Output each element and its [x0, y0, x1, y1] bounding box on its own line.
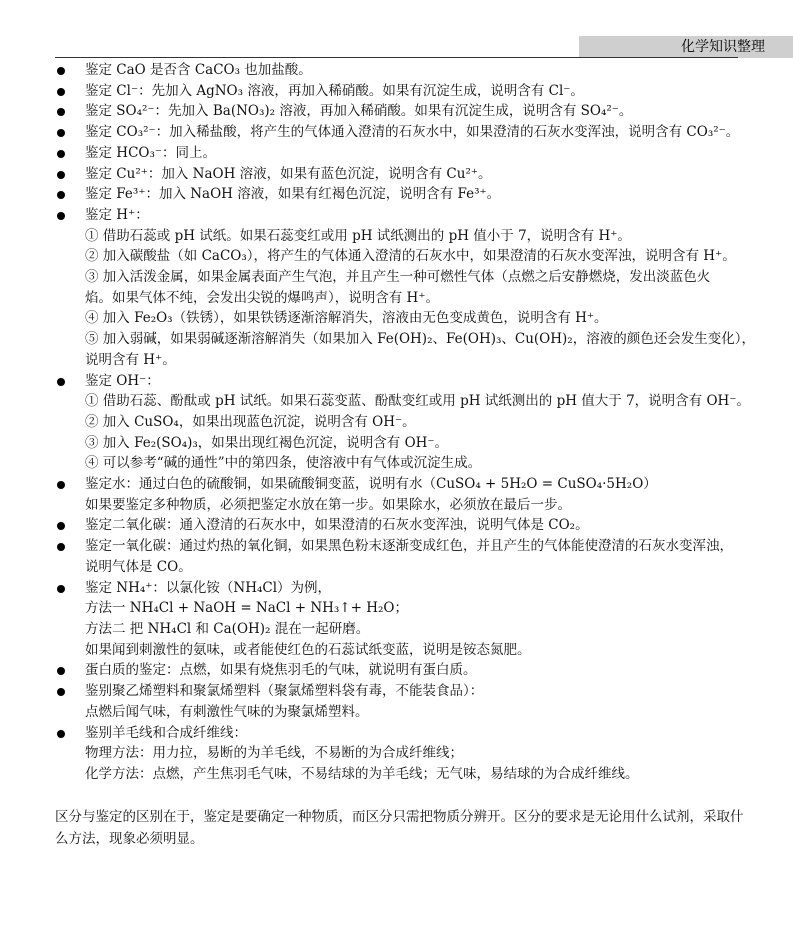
- bullet-dot-icon: [57, 150, 65, 158]
- bullet-dot-icon: [57, 212, 65, 220]
- header-title: 化学知识整理: [681, 39, 765, 55]
- continuation-line: [55, 308, 745, 329]
- continuation-line: [55, 557, 745, 578]
- line-text: 鉴定 NH₄⁺：以氯化铵（NH₄Cl）为例，: [85, 579, 332, 596]
- continuation-line: [55, 743, 745, 764]
- line-text: 如果闻到刺激性的氨味，或者能使红色的石蕊试纸变蓝，说明是铵态氮肥。: [85, 641, 531, 658]
- bullet-dot-icon: [57, 688, 65, 696]
- line-text: 鉴定 Cu²⁺：加入 NaOH 溶液，如果有蓝色沉淀，说明含有 Cu²⁺。: [85, 165, 492, 182]
- continuation-line: [55, 226, 745, 247]
- line-text: 蛋白质的鉴定：点燃，如果有烧焦羽毛的气味，就说明有蛋白质。: [85, 662, 477, 679]
- line-text: 鉴定 CaO 是否含 CaCO₃ 也加盐酸。: [85, 62, 312, 78]
- line-text: 方法二 把 NH₄Cl 和 Ca(OH)₂ 混在一起研磨。: [85, 620, 370, 637]
- line-text: 鉴别聚乙烯塑料和聚氯烯塑料（聚氯烯塑料袋有毒，不能装食品）：: [85, 683, 484, 700]
- header-tab: [579, 36, 793, 58]
- line-text: 点燃后闻气味，有刺激性气味的为聚氯烯塑料。: [85, 703, 369, 720]
- bullet-dot-icon: [57, 667, 65, 675]
- continuation-line: [55, 433, 745, 454]
- line-text: 方法一 NH₄Cl + NaOH = NaCl + NH₃↑+ H₂O；: [85, 600, 408, 617]
- line-text: 鉴定二氧化碳：通入澄清的石灰水中，如果澄清的石灰水变浑浊，说明气体是 CO₂。: [85, 517, 589, 534]
- continuation-line: [55, 619, 745, 640]
- line-text: 鉴定 Cl⁻：先加入 AgNO₃ 溶液，再加入稀硝酸。如果有沉淀生成，说明含有 Cl⁻。: [85, 82, 584, 99]
- bullet-dot-icon: [57, 67, 65, 75]
- bullet-item: [55, 60, 745, 81]
- continuation-line: [55, 267, 745, 288]
- continuation-line: [55, 640, 745, 661]
- bullet-item: [55, 101, 745, 122]
- bullet-dot-icon: [57, 191, 65, 199]
- line-text: 鉴定 HCO₃⁻：同上。: [85, 144, 216, 161]
- continuation-line: [55, 412, 745, 433]
- line-text: 鉴别羊毛线和合成纤维线：: [85, 724, 247, 741]
- bullet-item: [55, 681, 745, 702]
- continuation-line: [55, 329, 755, 350]
- line-text: 鉴定 CO₃²⁻：加入稀盐酸，将产生的气体通入澄清的石灰水中，如果澄清的石灰水变浑浊，说明含有 CO₃²⁻。: [85, 124, 740, 141]
- line-text: ③ 加入活泼金属，如果金属表面产生气泡，并且产生一种可燃性气体（点燃之后安静燃烧，发出淡蓝色火: [85, 269, 711, 286]
- line-text: ⑤ 加入弱碱，如果弱碱逐渐溶解消失（如果加入 Fe(OH)₂、Fe(OH)₃、Cu(OH)₂，溶液的颜色还会发生变化），: [85, 331, 755, 348]
- bullet-item: [55, 474, 745, 495]
- bullet-dot-icon: [57, 88, 65, 96]
- line-text: 鉴定 OH⁻：: [85, 372, 160, 389]
- line-text: ④ 可以参考“碱的通性”中的第四条，使溶液中有气体或沉淀生成。: [85, 455, 482, 472]
- line-text: 鉴定 Fe³⁺：加入 NaOH 溶液，如果有红褐色沉淀，说明含有 Fe³⁺。: [85, 186, 501, 203]
- bullet-dot-icon: [57, 730, 65, 738]
- bullet-item: [55, 143, 745, 164]
- line-text: ④ 加入 Fe₂O₃（铁锈），如果铁锈逐渐溶解消失，溶液由无色变成黄色，说明含有 H⁺。: [85, 310, 608, 327]
- line-text: 化学方法：点燃，产生焦羽毛气味，不易结球的为羊毛线；无气味，易结球的为合成纤维线。: [85, 765, 639, 782]
- line-text: ② 加入碳酸盐（如 CaCO₃），将产生的气体通入澄清的石灰水中，如果澄清的石灰水变浑浊，说明含有 H⁺。: [85, 248, 736, 265]
- continuation-line: [55, 702, 745, 723]
- line-text: 说明含有 H⁺。: [85, 351, 176, 368]
- bullet-item: [55, 184, 745, 205]
- line-text: ① 借助石蕊、酚酞或 pH 试纸。如果石蕊变蓝、酚酞变红或用 pH 试纸测出的 pH 值大于 7，说明含有 OH⁻。: [85, 393, 750, 410]
- continuation-line: [55, 764, 745, 785]
- bullet-dot-icon: [57, 378, 65, 386]
- continuation-line: [55, 246, 745, 267]
- bullet-dot-icon: [57, 129, 65, 137]
- bullet-dot-icon: [57, 108, 65, 116]
- header-rule: [55, 57, 738, 58]
- bullet-item: [55, 164, 745, 185]
- bullet-item: [55, 205, 745, 226]
- line-text: 鉴定 SO₄²⁻：先加入 Ba(NO₃)₂ 溶液，再加入稀硝酸。如果有沉淀生成，说明含有 SO₄²⁻。: [85, 103, 633, 120]
- line-text: ② 加入 CuSO₄，如果出现蓝色沉淀，说明含有 OH⁻。: [85, 413, 416, 430]
- line-text: ① 借助石蕊或 pH 试纸。如果石蕊变红或用 pH 试纸测出的 pH 值小于 7，说明含有 H⁺。: [85, 227, 631, 244]
- line-text: 如果要鉴定多种物质，必须把鉴定水放在第一步。如果除水，必须放在最后一步。: [85, 496, 571, 513]
- bullet-dot-icon: [57, 481, 65, 489]
- bullet-item: [55, 723, 745, 744]
- line-text: 鉴定一氧化碳：通过灼热的氧化铜，如果黑色粉末逐渐变成红色，并且产生的气体能使澄清的石灰水变浑浊，: [85, 538, 733, 555]
- bullet-item: [55, 515, 745, 536]
- bullet-dot-icon: [57, 585, 65, 593]
- document-body: [55, 60, 755, 785]
- line-text: 说明气体是 CO。: [85, 558, 192, 575]
- bullet-dot-icon: [57, 522, 65, 530]
- summary-paragraph: 区分与鉴定的区别在于，鉴定是要确定一种物质，而区分只需把物质分辨开。区分的要求是无论用什么试剂，采取什么方法，现象必须明显。: [55, 809, 744, 847]
- line-text: 鉴定水：通过白色的硫酸铜，如果硫酸铜变蓝，说明有水（CuSO₄ + 5H₂O = CuSO₄·5H₂O）: [85, 476, 657, 493]
- continuation-line: [55, 391, 750, 412]
- bullet-dot-icon: [57, 171, 65, 179]
- line-text: ③ 加入 Fe₂(SO₄)₃，如果出现红褐色沉淀，说明含有 OH⁻。: [85, 434, 449, 451]
- continuation-line: [55, 495, 745, 516]
- continuation-line: [55, 350, 745, 371]
- continuation-line: [55, 453, 745, 474]
- line-text: 物理方法：用力拉，易断的为羊毛线，不易断的为合成纤维线；: [85, 745, 463, 762]
- line-text: 焰。如果气体不纯，会发出尖锐的爆鸣声），说明含有 H⁺。: [85, 289, 439, 306]
- continuation-line: [55, 598, 745, 619]
- bullet-item: [55, 81, 745, 102]
- bullet-item: [55, 536, 745, 557]
- bullet-item: [55, 122, 745, 143]
- bullet-dot-icon: [57, 543, 65, 551]
- bullet-item: [55, 578, 745, 599]
- line-text: 鉴定 H⁺：: [85, 206, 149, 223]
- bullet-item: [55, 660, 745, 681]
- bullet-item: [55, 371, 745, 392]
- continuation-line: [55, 288, 745, 309]
